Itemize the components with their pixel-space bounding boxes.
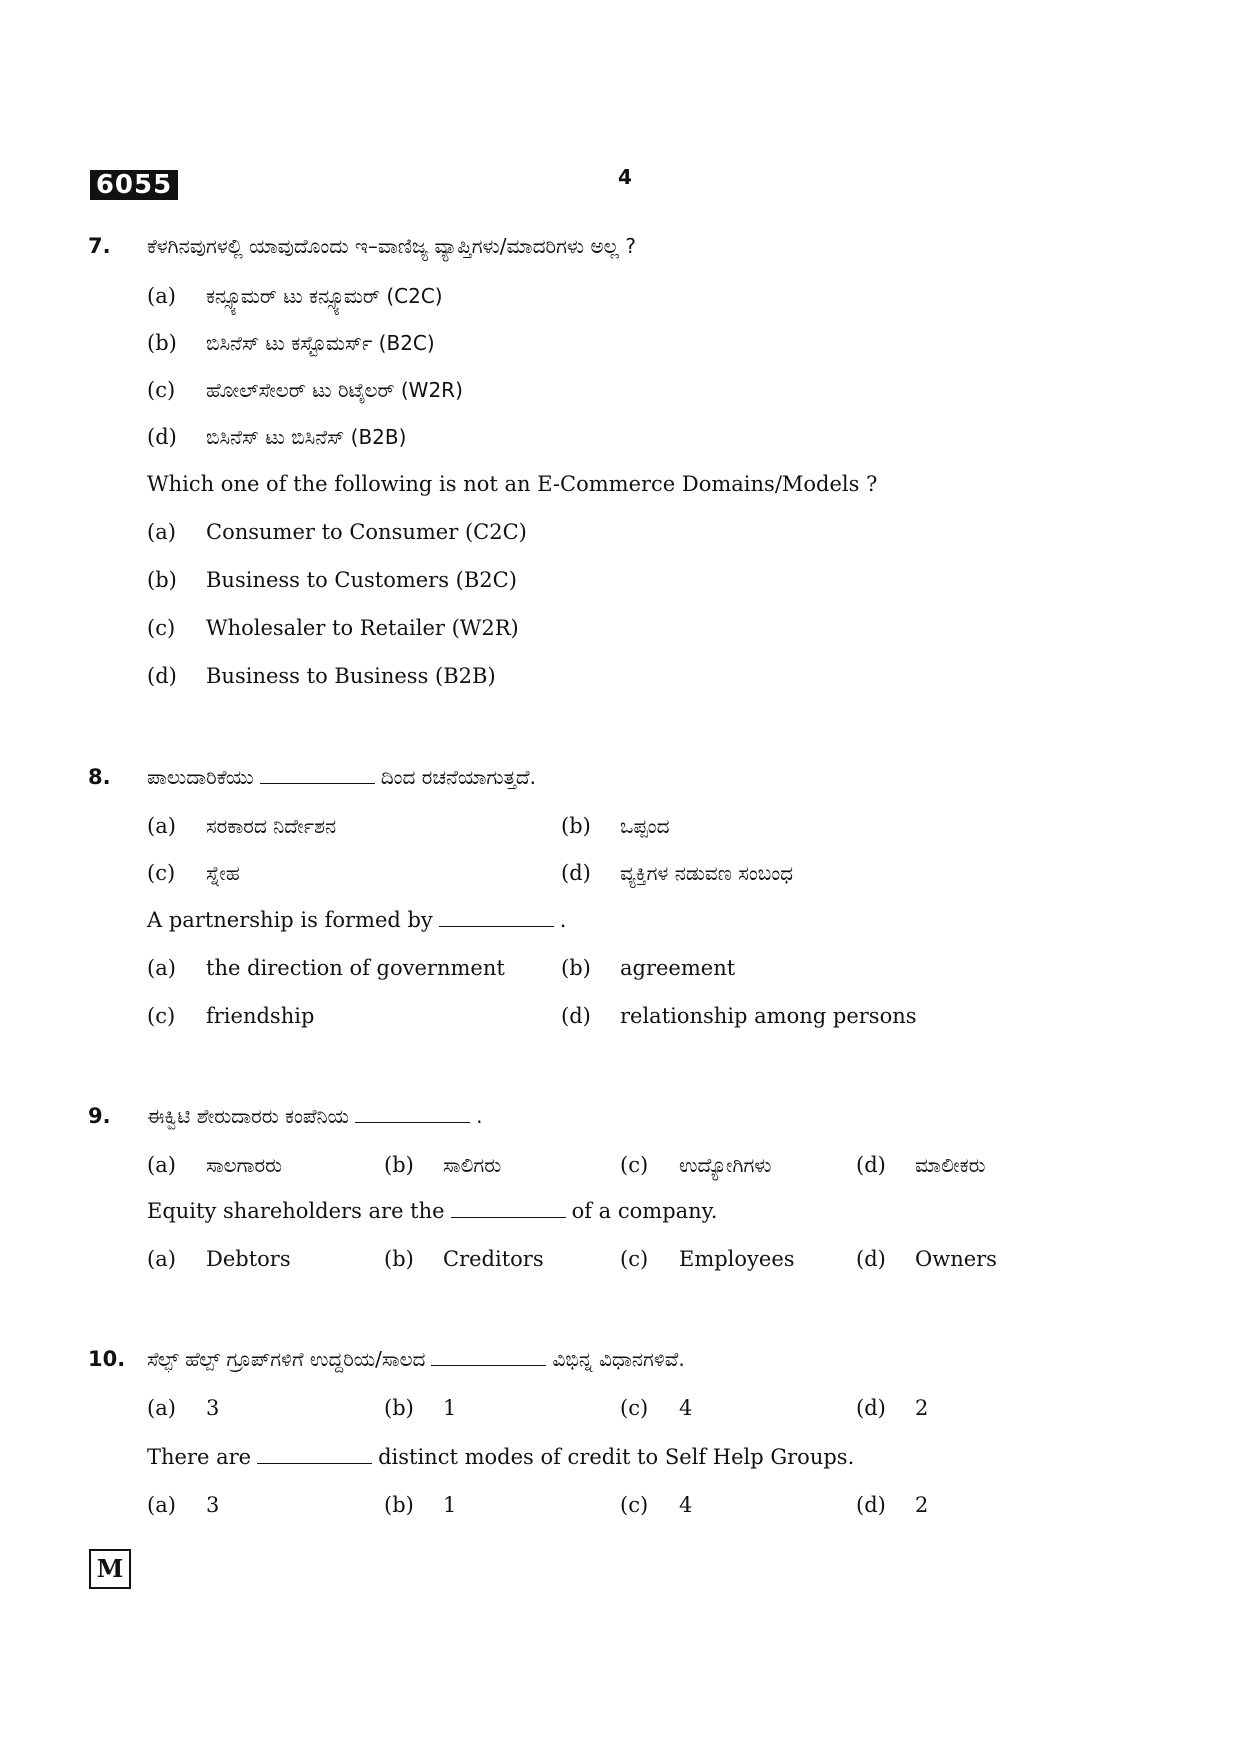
option-label: (d) bbox=[856, 1153, 886, 1177]
option-label: (a) bbox=[147, 1153, 176, 1177]
question-number: 10. bbox=[88, 1347, 126, 1371]
page-number: 4 bbox=[618, 165, 632, 189]
option-label: (c) bbox=[147, 378, 176, 402]
option-text: Creditors bbox=[443, 1247, 544, 1271]
option-text: Business to Customers (B2C) bbox=[206, 568, 517, 592]
option-text: agreement bbox=[620, 956, 736, 980]
option-label: (b) bbox=[147, 568, 177, 592]
option-label: (b) bbox=[384, 1153, 414, 1177]
option-label: (c) bbox=[620, 1396, 649, 1420]
question-number: 7. bbox=[88, 234, 111, 258]
option-label: (c) bbox=[147, 616, 176, 640]
option-label: (c) bbox=[620, 1493, 649, 1517]
stem-text-before: Equity shareholders are the bbox=[147, 1199, 445, 1223]
option-text: ವ್ಯಕ್ತಿಗಳ ನಡುವಣ ಸಂಬಂಧ bbox=[620, 861, 794, 885]
answer-blank bbox=[260, 782, 375, 784]
question-stem-english bbox=[147, 1199, 717, 1223]
option-text: 1 bbox=[443, 1396, 457, 1420]
stem-text-after: of a company. bbox=[571, 1199, 718, 1223]
option-text: ಒಪ್ಪಂದ bbox=[620, 814, 670, 838]
option-label: (a) bbox=[147, 1493, 176, 1517]
option-text: ಉದ್ಯೋಗಿಗಳು bbox=[679, 1153, 772, 1177]
question-stem-english bbox=[147, 1445, 854, 1469]
option-text: friendship bbox=[206, 1004, 315, 1028]
question-stem-kannada bbox=[147, 765, 536, 789]
option-text: Consumer to Consumer (C2C) bbox=[206, 520, 527, 544]
option-text: Business to Business (B2B) bbox=[206, 664, 496, 688]
option-text: ಬಿಸಿನೆಸ್ ಟು ಕಸ್ಟೊಮರ್ಸ್ (B2C) bbox=[206, 331, 435, 355]
option-text: ಸಾಲಗಾರರು bbox=[206, 1153, 283, 1177]
option-label: (d) bbox=[856, 1493, 886, 1517]
option-text: the direction of government bbox=[206, 956, 505, 980]
answer-blank bbox=[257, 1462, 372, 1464]
option-label: (c) bbox=[620, 1247, 649, 1271]
stem-text-after: ವಿಭಿನ್ನ ವಿಧಾನಗಳಿವೆ. bbox=[552, 1347, 685, 1371]
option-label: (c) bbox=[147, 861, 176, 885]
option-label: (b) bbox=[561, 956, 591, 980]
option-text: ಹೋಲ್‌ಸೇಲರ್ ಟು ರಿಟೈಲರ್ (W2R) bbox=[206, 378, 463, 402]
option-text: ಸಾಲಿಗರು bbox=[443, 1153, 502, 1177]
option-text: Wholesaler to Retailer (W2R) bbox=[206, 616, 519, 640]
stem-text-after: distinct modes of credit to Self Help Groups. bbox=[378, 1445, 855, 1469]
option-text: 2 bbox=[915, 1493, 929, 1517]
medium-mark-box: M bbox=[89, 1549, 131, 1589]
option-label: (b) bbox=[384, 1493, 414, 1517]
option-label: (b) bbox=[384, 1247, 414, 1271]
option-label: (a) bbox=[147, 284, 176, 308]
option-text: 4 bbox=[679, 1396, 693, 1420]
paper-code-badge: 6055 bbox=[90, 170, 178, 200]
option-label: (a) bbox=[147, 1396, 176, 1420]
question-stem-kannada bbox=[147, 1104, 482, 1128]
option-label: (d) bbox=[561, 1004, 591, 1028]
option-label: (d) bbox=[147, 664, 177, 688]
option-label: (b) bbox=[561, 814, 591, 838]
option-text: 2 bbox=[915, 1396, 929, 1420]
option-label: (a) bbox=[147, 956, 176, 980]
option-label: (d) bbox=[856, 1247, 886, 1271]
stem-text-before: ಈಕ್ವಿಟಿ ಶೇರುದಾರರು ಕಂಪೆನಿಯ bbox=[147, 1104, 350, 1128]
question-stem-kannada: ಕೆಳಗಿನವುಗಳಲ್ಲಿ ಯಾವುದೊಂದು ಇ–ವಾಣಿಜ್ಯ ವ್ಯಾಪ್ತಿಗಳು/ಮಾದರಿಗಳು ಅಲ್ಲ ? bbox=[147, 234, 636, 258]
option-label: (a) bbox=[147, 1247, 176, 1271]
stem-text-after: . bbox=[476, 1104, 483, 1128]
answer-blank bbox=[439, 925, 554, 927]
option-label: (b) bbox=[384, 1396, 414, 1420]
option-label: (b) bbox=[147, 331, 177, 355]
stem-text-before: ಸೆಲ್ಫ್ ಹೆಲ್ಪ್ ಗ್ರೂಪ್‌ಗಳಿಗೆ ಉದ್ದರಿಯ/ಸಾಲದ bbox=[147, 1347, 426, 1371]
option-label: (c) bbox=[147, 1004, 176, 1028]
answer-blank bbox=[451, 1216, 566, 1218]
stem-text-before: ಪಾಲುದಾರಿಕೆಯು bbox=[147, 765, 254, 789]
stem-text-before: There are bbox=[147, 1445, 252, 1469]
option-label: (a) bbox=[147, 520, 176, 544]
option-text: relationship among persons bbox=[620, 1004, 917, 1028]
question-number: 8. bbox=[88, 765, 111, 789]
option-text: ಕನ್ಸ್ಯೂಮರ್ ಟು ಕನ್ಸ್ಯೂಮರ್ (C2C) bbox=[206, 284, 443, 308]
question-stem-english: Which one of the following is not an E-Commerce Domains/Models ? bbox=[147, 472, 878, 496]
option-text: ಸ್ನೇಹ bbox=[206, 861, 240, 885]
option-label: (d) bbox=[561, 861, 591, 885]
option-text: ಸರಕಾರದ ನಿರ್ದೇಶನ bbox=[206, 814, 337, 838]
question-stem-kannada bbox=[147, 1347, 685, 1371]
stem-text-after: . bbox=[559, 908, 567, 932]
option-text: 3 bbox=[206, 1493, 220, 1517]
option-label: (a) bbox=[147, 814, 176, 838]
option-text: 1 bbox=[443, 1493, 457, 1517]
option-text: 4 bbox=[679, 1493, 693, 1517]
option-text: 3 bbox=[206, 1396, 220, 1420]
stem-text-after: ದಿಂದ ರಚನೆಯಾಗುತ್ತದೆ. bbox=[380, 765, 536, 789]
option-label: (d) bbox=[856, 1396, 886, 1420]
option-text: ಬಿಸಿನೆಸ್ ಟು ಬಿಸಿನೆಸ್ (B2B) bbox=[206, 425, 407, 449]
option-text: Employees bbox=[679, 1247, 795, 1271]
option-text: Debtors bbox=[206, 1247, 291, 1271]
option-label: (c) bbox=[620, 1153, 649, 1177]
question-number: 9. bbox=[88, 1104, 111, 1128]
answer-blank bbox=[355, 1121, 470, 1123]
answer-blank bbox=[431, 1364, 546, 1366]
option-text: ಮಾಲೀಕರು bbox=[915, 1153, 986, 1177]
option-text: Owners bbox=[915, 1247, 997, 1271]
stem-text-before: A partnership is formed by bbox=[147, 908, 433, 932]
option-label: (d) bbox=[147, 425, 177, 449]
page-header bbox=[0, 0, 1240, 210]
question-stem-english bbox=[147, 908, 566, 932]
